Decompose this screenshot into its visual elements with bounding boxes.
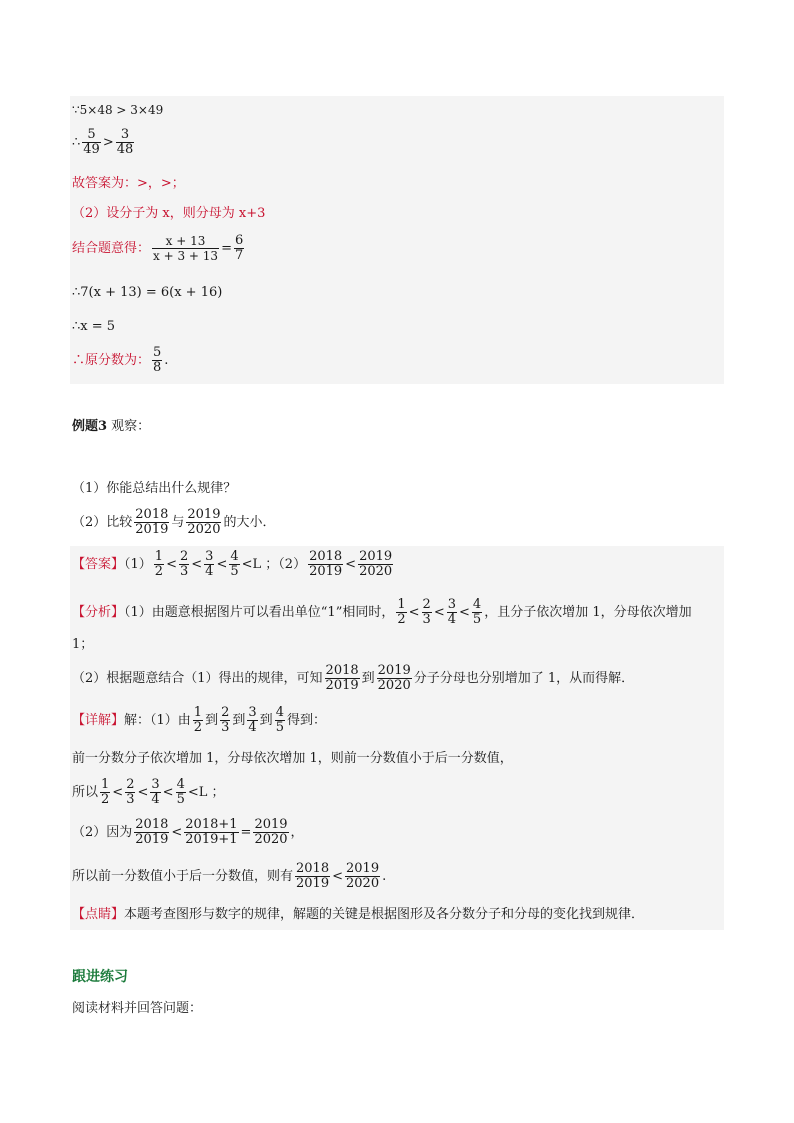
example-3-title: 例题3 观察： xyxy=(72,419,151,434)
answer-line: 【答案】（1） $\frac{1}{2}$ < $\frac{2}{3}$ < $\frac{3}{4}$ < $\frac{4}{5}$ <L ；（2） $\frac{2018}{2019}$ < $\frac{2019}{2020}$ xyxy=(72,549,393,579)
detail-line-3: 所以 $\frac{1}{2}$ < $\frac{2}{3}$ < $\frac{3}{4}$ < $\frac{4}{5}$ <L ； xyxy=(72,777,225,807)
follow-up-text: 阅读材料并回答问题： xyxy=(72,1001,203,1016)
sol-line-7: ∴x = 5 xyxy=(72,319,116,334)
analysis-line-1: 【分析】（1）由题意根据图片可以看出单位“1”相同时， $\frac{1}{2}$ < $\frac{2}{3}$ < $\frac{3}{4}$ < $\frac{4}{5}$ ，且分子依次增加 1，分母依次增加 xyxy=(72,597,692,627)
analysis-line-1-cont: 1； xyxy=(72,637,94,652)
comment-line: 【点睛】本题考查图形与数字的规律，解题的关键是根据图形及各分数分子和分母的变化找到规律． xyxy=(72,907,645,922)
sol-line-1: ∵5×48 > 3×49 xyxy=(72,103,164,117)
detail-line-1: 【详解】解：（1）由 $\frac{1}{2}$ 到 $\frac{2}{3}$ 到 $\frac{3}{4}$ 到 $\frac{4}{5}$ 得到： xyxy=(72,705,326,735)
sol-line-5: 结合题意得： $\frac{x + 13}{x + 3 + 13}$ = $\frac{6}{7}$ xyxy=(72,233,244,263)
sol-line-6: ∴7(x + 13) = 6(x + 16) xyxy=(72,285,223,300)
sol-line-8: ∴原分数为： $\frac{5}{8}$ . xyxy=(72,345,169,375)
detail-line-4: （2）因为 $\frac{2018}{2019}$ < $\frac{2018+1}{2019+1}$ = $\frac{2019}{2020}$ ， xyxy=(72,817,304,847)
sol-line-3: 故答案为：>，>； xyxy=(72,176,185,191)
sol-line-4: （2）设分子为 x，则分母为 x+3 xyxy=(72,206,266,221)
sol-line-2: ∴ $\frac{5}{49}$ > $\frac{3}{48}$ xyxy=(72,127,134,157)
question-2: （2）比较 $\frac{2018}{2019}$ 与 $\frac{2019}{2020}$ 的大小． xyxy=(72,507,276,537)
detail-line-2: 前一分数分子依次增加 1，分母依次增加 1，则前一分数值小于后一分数值， xyxy=(72,751,513,766)
analysis-line-2: （2）根据题意结合（1）得出的规律，可知 $\frac{2018}{2019}$ 到 $\frac{2019}{2020}$ 分子分母也分别增加了 1，从而得解． xyxy=(72,663,635,693)
follow-up-title: 跟进练习 xyxy=(72,969,128,985)
detail-line-5: 所以前一分数值小于后一分数值，则有 $\frac{2018}{2019}$ < $\frac{2019}{2020}$ . xyxy=(72,861,387,891)
question-1: （1）你能总结出什么规律？ xyxy=(72,481,237,496)
